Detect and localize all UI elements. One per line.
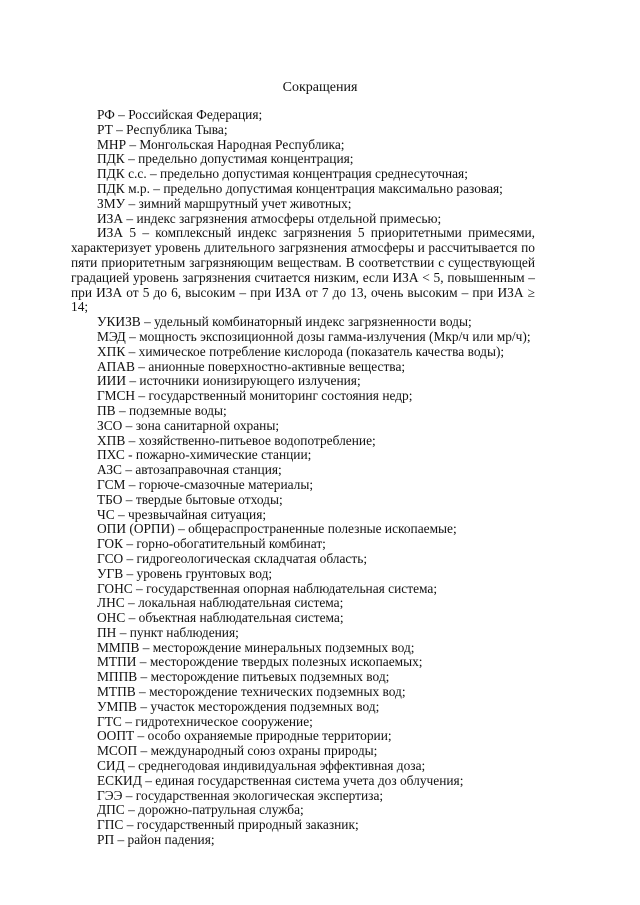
- list-item: РП – район падения;: [97, 832, 215, 848]
- list-item: ЧС – чрезвычайная ситуация;: [97, 506, 267, 522]
- list-item: РФ – Российская Федерация;: [97, 107, 263, 122]
- list-item: ЗМУ – зимний маршрутный учет животных;: [97, 195, 352, 211]
- list-item: ИИИ – источники ионизирующего излучения;: [97, 373, 361, 389]
- list-item: МТПВ – месторождение технических подземных вод;: [97, 684, 406, 700]
- list-item: МНР – Монгольская Народная Республика;: [97, 136, 345, 152]
- list-item: ПДК – предельно допустимая концентрация;: [97, 151, 354, 167]
- list-item: ГСО – гидрогеологическая складчатая область;: [97, 550, 368, 566]
- list-item: ООПТ – особо охраняемые природные территории;: [97, 728, 392, 744]
- list-item: ОНС – объектная наблюдательная система;: [97, 610, 344, 626]
- list-item: РТ – Республика Тыва;: [97, 121, 228, 137]
- list-item: МТПИ – месторождение твердых полезных ископаемых;: [97, 654, 423, 670]
- abbreviation-list: [71, 107, 535, 848]
- page-title: Сокращения: [282, 80, 358, 95]
- list-item: УГВ – уровень грунтовых вод;: [97, 565, 273, 581]
- list-item: ПВ – подземные воды;: [97, 402, 227, 418]
- list-item: АЗС – автозаправочная станция;: [97, 462, 282, 478]
- list-item: ЗСО – зона санитарной охраны;: [97, 417, 280, 433]
- list-item: ХПК – химическое потребление кислорода (показатель качества воды);: [97, 343, 505, 359]
- list-item: ПН – пункт наблюдения;: [97, 624, 239, 640]
- list-item: ГМСН – государственный мониторинг состояния недр;: [97, 388, 413, 404]
- list-item: ПХС - пожарно-химические станции;: [97, 447, 312, 463]
- list-item: УМПВ – участок месторождения подземных вод;: [97, 698, 380, 714]
- list-item: ИЗА – индекс загрязнения атмосферы отдельной примесью;: [97, 210, 442, 226]
- list-item: СИД – среднегодовая индивидуальная эффективная доза;: [97, 758, 426, 774]
- list-item: ММПВ – месторождение минеральных подземных вод;: [97, 639, 415, 655]
- list-item: ОПИ (ОРПИ) – общераспространенные полезные ископаемые;: [97, 521, 457, 537]
- list-item: МППВ – месторождение питьевых подземных вод;: [97, 669, 390, 685]
- list-item: ГОК – горно-обогатительный комбинат;: [97, 536, 326, 552]
- list-item: ГСМ – горюче-смазочные материалы;: [97, 476, 314, 492]
- list-item: УКИЗВ – удельный комбинаторный индекс загрязненности воды;: [97, 314, 472, 330]
- list-item: ГПС – государственный природный заказник;: [97, 817, 359, 833]
- list-item: ГЭЭ – государственная экологическая экспертиза;: [97, 787, 384, 803]
- list-item: ХПВ – хозяйственно-питьевое водопотребление;: [97, 432, 376, 448]
- list-item: МЭД – мощность экспозиционной дозы гамма-излучения (Мкр/ч или мр/ч);: [97, 328, 531, 344]
- list-item: ЛНС – локальная наблюдательная система;: [97, 595, 344, 611]
- list-item: ТБО – твердые бытовые отходы;: [97, 491, 283, 507]
- list-item-paragraph: ИЗА 5 – комплексный индекс загрязнения 5 приоритетными примесями, характеризует уровень длительного загрязнения атмосферы и рассчитывается по пяти приоритетным загрязняющим веществам. В соответствии с существующей градацией уровень загрязнения считается низким, если ИЗА < 5, повышенным – при ИЗА от 5 до 6, высоким – при ИЗА от 7 до 13, очень высоким – при ИЗА ≥ 14;: [71, 225, 535, 315]
- list-item: ПДК м.р. – предельно допустимая концентрация максимально разовая;: [97, 180, 503, 196]
- list-item: ПДК с.с. – предельно допустимая концентрация среднесуточная;: [97, 166, 468, 182]
- list-item: МСОП – международный союз охраны природы;: [97, 743, 378, 759]
- list-item: ЕСКИД – единая государственная система учета доз облучения;: [97, 772, 464, 788]
- list-item: ДПС – дорожно-патрульная служба;: [97, 802, 304, 818]
- list-item: ГТС – гидротехническое сооружение;: [97, 713, 313, 729]
- list-item: ГОНС – государственная опорная наблюдательная система;: [97, 580, 438, 596]
- list-item: АПАВ – анионные поверхностно-активные вещества;: [97, 358, 406, 374]
